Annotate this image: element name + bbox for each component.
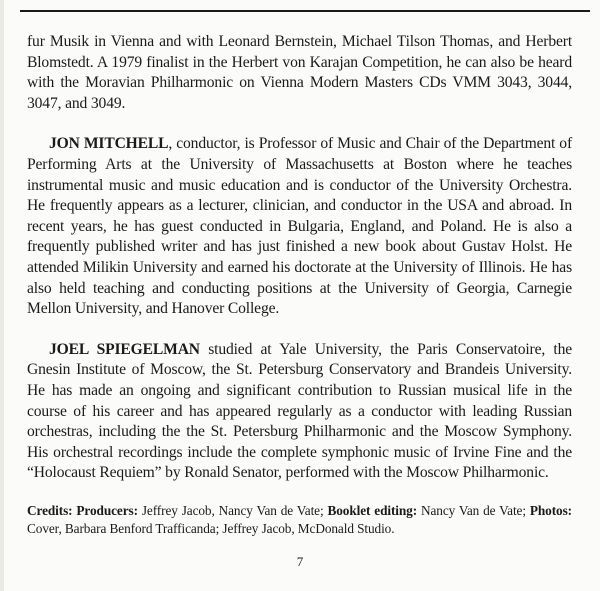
continued-paragraph: fur Musik in Vienna and with Leonard Bernstein, Michael Tilson Thomas, and Herbert Blomstedt. A 1979 finalist in the Herbert von Karajan Competition, he can also be heard with the Moravian Philharmonic on Vienna Modern Masters CDs VMM 3043, 3044, 3047, and 3049. <box>27 33 572 112</box>
booklet-editing-label: Booklet editing: <box>327 502 418 518</box>
photos-label: Photos: <box>529 502 572 518</box>
bio-name-spiegelman: JOEL SPIEGELMAN <box>49 340 200 358</box>
page-number: 7 <box>296 554 304 569</box>
bio-text-mitchell: , conductor, is Professor of Music and Chair of the Department of Performing Arts at the University of Massachusetts at Boston where he teaches instrumental music and music education and is conductor of the University Orchestra. He frequently appears as a lecturer, clinician, and conductor in the USA and abroad. In recent years, he has guest conducted in Bulgaria, England, and Poland. He is also a frequently published writer and has just finished a new book about Gustav Holst. He attended Milikin University and earned his doctorate at the University of Illinois. He has also held teaching and conducting positions at the University of Georgia, Carnegie Mellon University, and Hanover College. <box>27 135 572 318</box>
photos-value: Cover, Barbara Benford Trafficanda; Jeffrey Jacob, McDonald Studio. <box>27 521 395 537</box>
credits-label: Credits: <box>27 502 73 518</box>
top-rule <box>20 10 590 12</box>
bio-name-mitchell: JON MITCHELL <box>49 135 169 153</box>
bio-paragraph-spiegelman <box>27 340 572 484</box>
producers-value: Jeffrey Jacob, Nancy Van de Vate; <box>137 502 328 518</box>
page-content <box>27 32 572 539</box>
producers-label: Producers: <box>76 502 138 518</box>
page-edge-shadow <box>0 0 4 591</box>
booklet-editing-value: Nancy Van de Vate; <box>417 502 530 518</box>
bio-text-spiegelman: studied at Yale University, the Paris Conservatoire, the Gnesin Institute of Moscow, the St. Petersburg Conservatory and Brandeis University. He has made an ongoing and significant contribution to Russian musical life in the course of his career and has appeared regularly as a conductor with leading Russian orchestras, including the the St. Petersburg Philharmonic and the Moscow Symphony. His orchestral recordings include the complete symphonic music of Irvine Fine and the “Holocaust Requiem” by Ronald Senator, performed with the Moscow Philharmonic. <box>27 340 573 482</box>
bio-paragraph-mitchell <box>27 134 572 319</box>
credits-paragraph <box>27 502 572 539</box>
